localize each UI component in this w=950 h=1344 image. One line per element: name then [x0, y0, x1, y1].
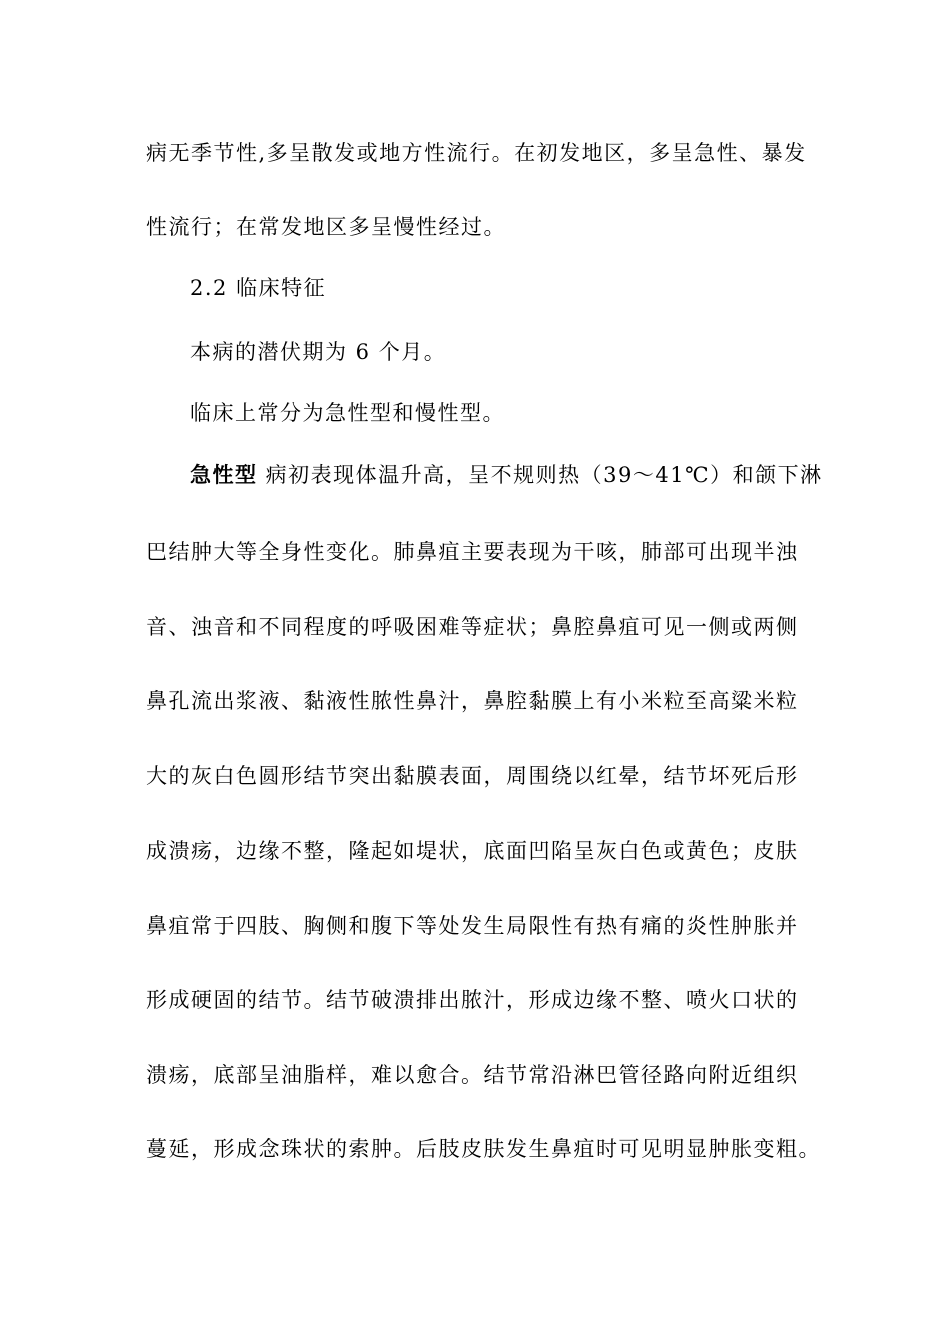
text-line: 成溃疡，边缘不整，隆起如堤状，底面凹陷呈灰白色或黄色；皮肤	[146, 839, 799, 863]
text-line: 音、浊音和不同程度的呼吸困难等症状；鼻腔鼻疽可见一侧或两侧	[146, 615, 799, 639]
acute-paragraph-first-line	[190, 460, 823, 490]
text-line: 临床上常分为急性型和慢性型。	[190, 401, 505, 425]
text-line: 巴结肿大等全身性变化。肺鼻疽主要表现为干咳，肺部可出现半浊	[146, 540, 799, 564]
text-line: 性流行；在常发地区多呈慢性经过。	[146, 215, 506, 239]
text-line: 溃疡，底部呈油脂样，难以愈合。结节常沿淋巴管径路向附近组织	[146, 1063, 799, 1087]
text-line: 病无季节性,多呈散发或地方性流行。在初发地区，多呈急性、暴发	[146, 141, 807, 165]
section-heading: 2.2 临床特征	[190, 276, 327, 300]
text-line: 大的灰白色圆形结节突出黏膜表面，周围绕以红晕，结节坏死后形	[146, 764, 799, 788]
text-line: 鼻疽常于四肢、胸侧和腹下等处发生局限性有热有痛的炎性肿胀并	[146, 914, 799, 938]
acute-type-label: 急性型	[190, 462, 258, 487]
acute-first-line-text: 病初表现体温升高，呈不规则热（39～41℃）和颌下淋	[257, 463, 823, 487]
text-line: 形成硬固的结节。结节破溃排出脓汁，形成边缘不整、喷火口状的	[146, 988, 799, 1012]
text-line: 鼻孔流出浆液、黏液性脓性鼻汁，鼻腔黏膜上有小米粒至高粱米粒	[146, 689, 799, 713]
text-line: 本病的潜伏期为 6 个月。	[190, 340, 447, 364]
text-line: 蔓延，形成念珠状的索肿。后肢皮肤发生鼻疽时可见明显肿胀变粗。	[146, 1137, 821, 1161]
